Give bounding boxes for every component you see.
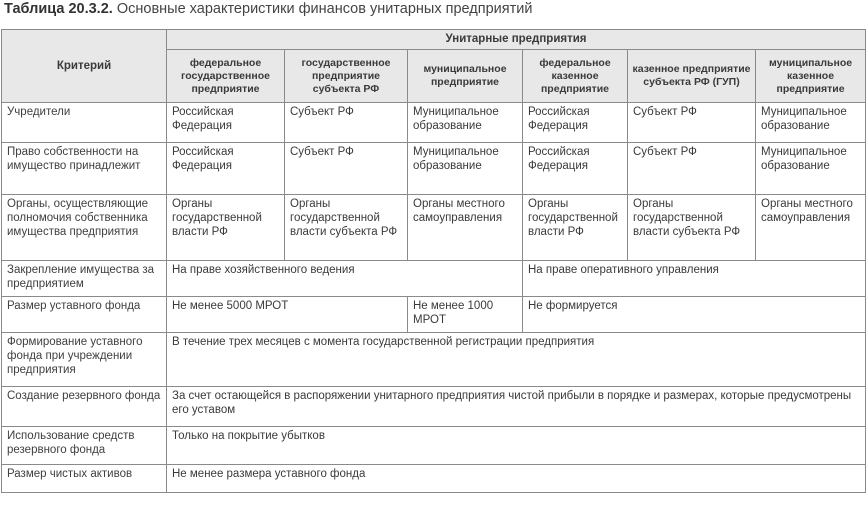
table-title: Основные характеристики финансов унитарных предприятий [116, 1, 533, 17]
unitary-enterprises-table [1, 29, 866, 493]
row-label: Учредители [2, 103, 167, 143]
table-cell: Не формируется [523, 297, 866, 333]
table-cell: Субъект РФ [628, 103, 756, 143]
table-row [2, 387, 866, 427]
row-label: Органы, осуществляющие полномочия собственника имущества предприятия [2, 195, 167, 261]
table-cell: Российская Федерация [167, 103, 285, 143]
table-row [2, 143, 866, 195]
table-cell: Российская Федерация [523, 143, 628, 195]
group-header: Унитарные предприятия [167, 30, 866, 50]
table-cell: За счет остающейся в распоряжении унитарного предприятия чистой прибыли в порядке и размерах, которые предусмотрены его уставом [167, 387, 866, 427]
header-row [2, 30, 866, 50]
table-cell: Только на покрытие убытков [167, 427, 866, 465]
table-cell: Субъект РФ [285, 103, 408, 143]
table-row [2, 465, 866, 493]
col-header: государственное предприятие субъекта РФ [285, 50, 408, 103]
table-cell: На праве оперативного управления [523, 261, 866, 297]
col-header: федеральное государственное предприятие [167, 50, 285, 103]
row-label: Размер чистых активов [2, 465, 167, 493]
row-label: Размер уставного фонда [2, 297, 167, 333]
table-cell: Муниципальное образование [408, 103, 523, 143]
table-row [2, 103, 866, 143]
row-label: Право собственности на имущество принадлежит [2, 143, 167, 195]
col-header: муниципальное казенное предприятие [756, 50, 866, 103]
table-cell: Субъект РФ [628, 143, 756, 195]
table-row [2, 427, 866, 465]
row-label: Создание резервного фонда [2, 387, 167, 427]
table-cell: Муниципальное образование [756, 143, 866, 195]
table-cell: Органы государственной власти субъекта РФ [628, 195, 756, 261]
table-cell: Не менее 1000 МРОТ [408, 297, 523, 333]
table-cell: Российская Федерация [167, 143, 285, 195]
table-cell: Не менее размера уставного фонда [167, 465, 866, 493]
table-cell: Органы местного самоуправления [756, 195, 866, 261]
table-cell: Муниципальное образование [756, 103, 866, 143]
table-cell: Муниципальное образование [408, 143, 523, 195]
table-cell: Субъект РФ [285, 143, 408, 195]
table-number: Таблица 20.3.2. [4, 1, 113, 17]
col-header: федеральное казенное предприятие [523, 50, 628, 103]
table-row [2, 333, 866, 387]
row-label: Формирование уставного фонда при учреждении предприятия [2, 333, 167, 387]
table-row [2, 261, 866, 297]
row-label: Использование средств резервного фонда [2, 427, 167, 465]
table-cell: Российская Федерация [523, 103, 628, 143]
table-cell: Не менее 5000 МРОТ [167, 297, 408, 333]
table-cell: Органы государственной власти РФ [523, 195, 628, 261]
col-header: муниципальное предприятие [408, 50, 523, 103]
table-caption [4, 1, 532, 17]
table-row [2, 297, 866, 333]
table-cell: Органы государственной власти РФ [167, 195, 285, 261]
col-header: казенное предприятие субъекта РФ (ГУП) [628, 50, 756, 103]
criterion-header: Критерий [2, 30, 167, 103]
row-label: Закрепление имущества за предприятием [2, 261, 167, 297]
table-cell: Органы местного самоуправления [408, 195, 523, 261]
table-cell: На праве хозяйственного ведения [167, 261, 523, 297]
table-row [2, 195, 866, 261]
table-cell: Органы государственной власти субъекта РФ [285, 195, 408, 261]
table-cell: В течение трех месяцев с момента государственной регистрации предприятия [167, 333, 866, 387]
